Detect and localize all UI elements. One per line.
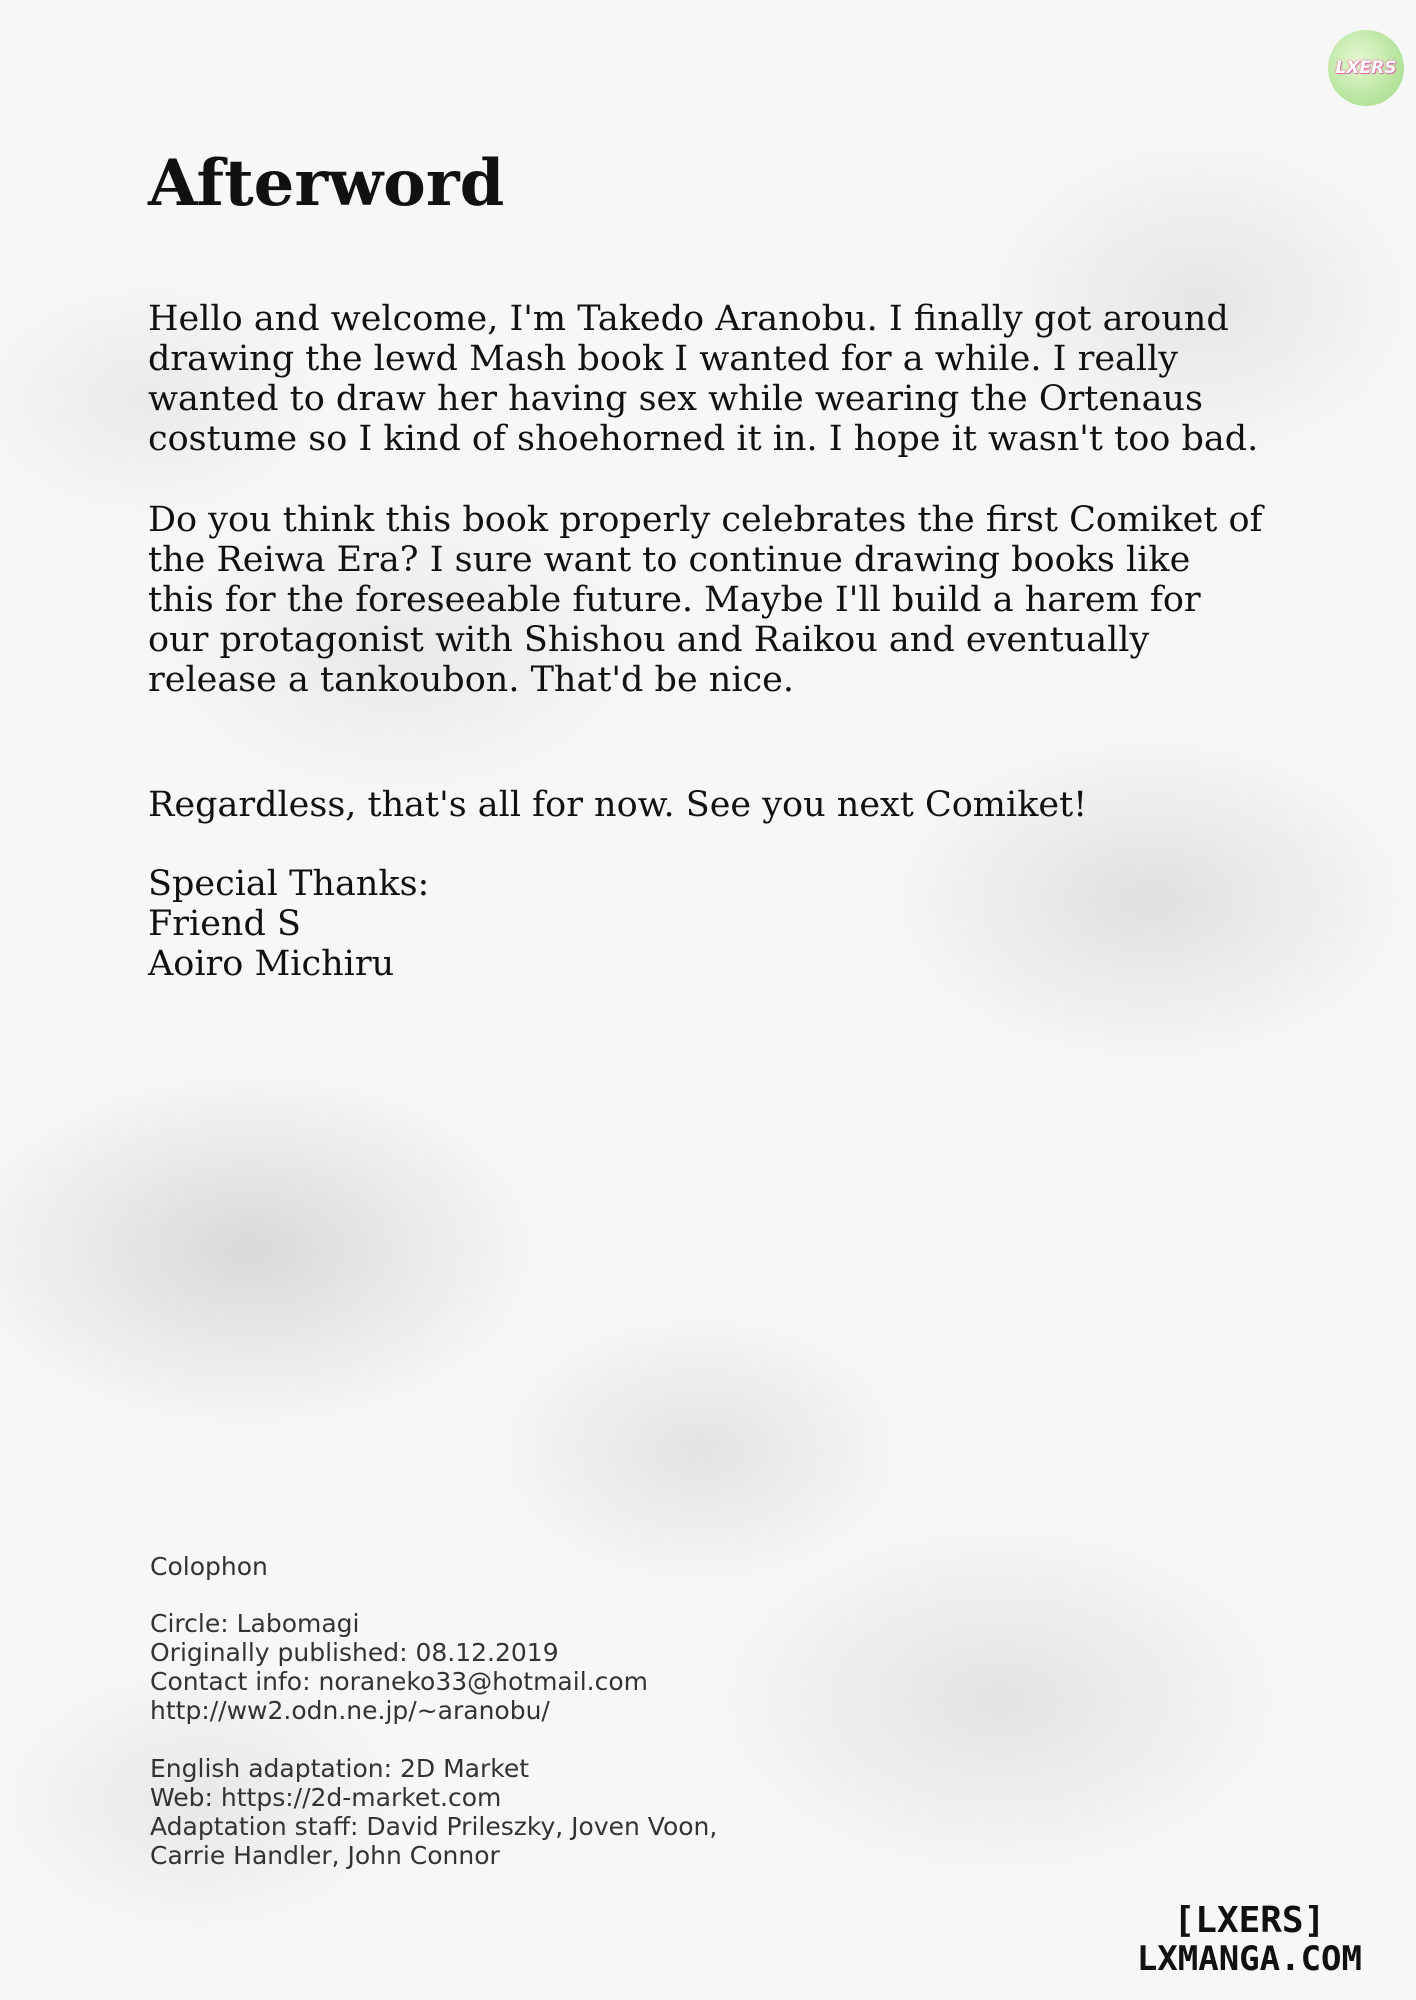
colophon-line: Web: https://2d-market.com (150, 1783, 502, 1812)
special-thanks-heading: Special Thanks: (148, 864, 430, 904)
colophon-line: Contact info: noraneko33@hotmail.com (150, 1667, 648, 1696)
colophon-line: Carrie Handler, John Connor (150, 1841, 500, 1870)
footer-brand-name: [LXERS] (1173, 1900, 1326, 1941)
text-line: Hello and welcome, I'm Takedo Aranobu. I finally got around (148, 299, 1229, 339)
paragraph-closing (148, 785, 1288, 825)
colophon-line: English adaptation: 2D Market (150, 1754, 530, 1783)
colophon (150, 1552, 717, 1899)
colophon-line: http://ww2.odn.ne.jp/~aranobu/ (150, 1696, 550, 1725)
paragraph-comiket (148, 500, 1288, 700)
text-line: the Reiwa Era? I sure want to continue drawing books like (148, 540, 1191, 580)
text-line: costume so I kind of shoehorned it in. I hope it wasn't too bad. (148, 419, 1259, 459)
lxers-logo-badge (1328, 30, 1404, 106)
text-line: Regardless, that's all for now. See you next Comiket! (148, 785, 1088, 825)
colophon-publication-info (150, 1609, 717, 1725)
thanks-name: Friend S (148, 904, 301, 944)
text-line: our protagonist with Shishou and Raikou and eventually (148, 620, 1150, 660)
text-line: Do you think this book properly celebrates the first Comiket of (148, 500, 1263, 540)
colophon-heading: Colophon (150, 1552, 268, 1581)
thanks-name: Aoiro Michiru (148, 944, 395, 984)
colophon-line: Adaptation staff: David Prileszky, Joven Voon, (150, 1812, 718, 1841)
text-line: release a tankoubon. That'd be nice. (148, 660, 794, 700)
page-title: Afterword (148, 146, 505, 221)
text-line: drawing the lewd Mash book I wanted for a while. I really (148, 339, 1179, 379)
footer-watermark (1137, 1902, 1362, 1978)
footer-site-name: LXMANGA.COM (1136, 1939, 1362, 1979)
colophon-line: Circle: Labomagi (150, 1609, 360, 1638)
colophon-line: Originally published: 08.12.2019 (150, 1638, 559, 1667)
paragraph-intro (148, 299, 1288, 459)
logo-text: LXERS (1335, 58, 1397, 78)
text-line: this for the foreseeable future. Maybe I'll build a harem for (148, 580, 1201, 620)
colophon-adaptation-info (150, 1754, 717, 1870)
special-thanks (148, 864, 1288, 984)
text-line: wanted to draw her having sex while wearing the Ortenaus (148, 379, 1203, 419)
